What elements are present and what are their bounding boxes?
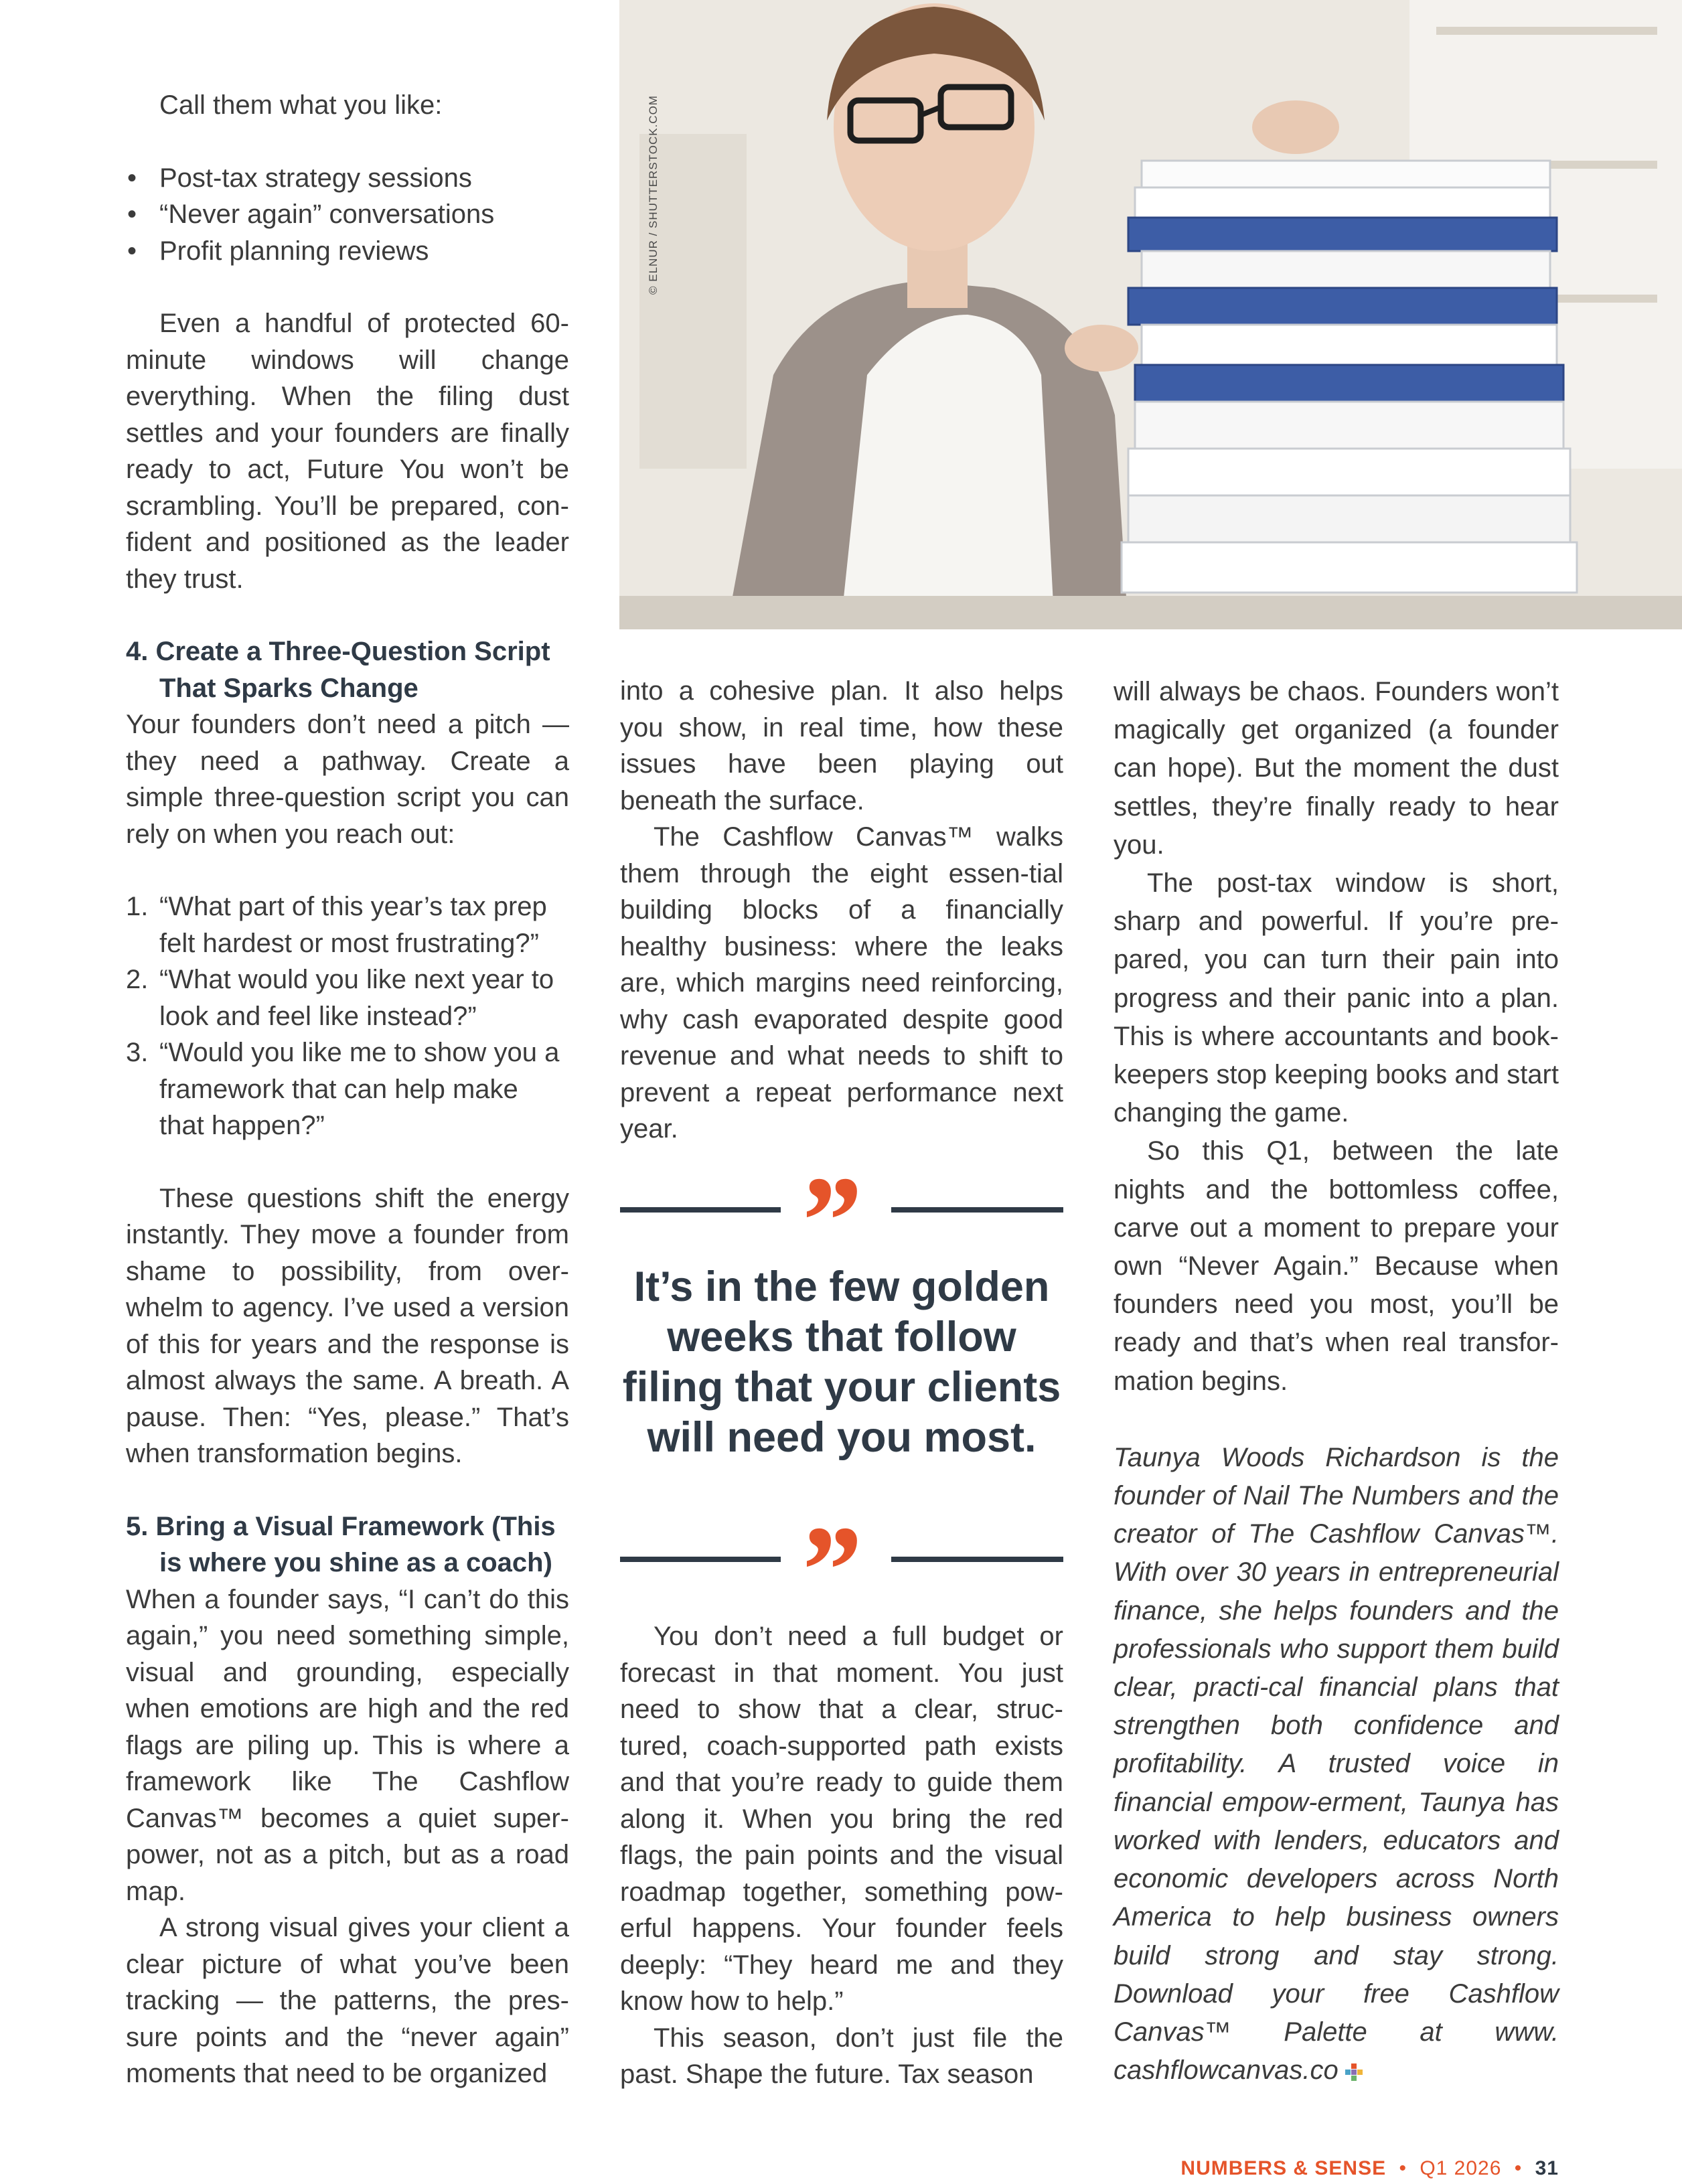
magazine-name: NUMBERS & SENSE	[1180, 2157, 1387, 2179]
body-paragraph: into a cohesive plan. It also helps you show, in real time, how these issues have been playing out beneath the surface.	[620, 676, 1063, 815]
list-text: “Would you like me to show you a framework that can help make that happen?”	[159, 1038, 560, 1140]
body-paragraph: You don’t need a full budget or forecast in that moment. You just need to show that a clear, struc-tured, coach-supported path exists and that you’re ready to guide them along it. When you bring the red flags, the pain points and the visual roadmap together, something pow-erful happens. Your founder feels deeply: “They heard me and they know how to help.”	[620, 1622, 1063, 2016]
list-item: • Post-tax strategy sessions	[126, 160, 569, 197]
body-paragraph: A strong visual gives your client a clear picture of what you’ve been tracking — the patterns, the pres-sure points and the “never again” moments that need to be organized	[126, 1913, 569, 2088]
office-photo-illustration	[619, 0, 1682, 629]
author-bio	[1114, 1439, 1559, 2090]
quote-rule	[620, 1207, 781, 1213]
body-paragraph: Your founders don’t need a pitch — they need a pathway. Create a simple three-question script you can rely on when you reach out:	[126, 710, 569, 849]
quote-mark-icon: ”	[795, 1151, 859, 1292]
section-heading-4: 4. Create a Three-Question Script That Sparks Change	[126, 637, 550, 703]
body-paragraph: These questions shift the energy instantly. They move a founder from shame to possibility, from over-whelm to agency. I’ve used a version of this for years and the response is almost always the same. A breath. A pause. Then: “Yes, please.” That’s when transformation begins.	[126, 1183, 569, 1468]
list-text: “What would you like next year to look and feel like instead?”	[159, 965, 554, 1031]
list-item	[126, 961, 569, 1034]
column-2-continued	[620, 1618, 1063, 2093]
quote-mark-icon: ”	[795, 1500, 859, 1641]
body-paragraph: will always be chaos. Founders won’t magically get organized (a founder can hope). But the moment the dust settles, they’re finally ready to hear you.	[1114, 677, 1559, 860]
intro-paragraph: Call them what you like:	[159, 90, 443, 120]
list-number: 1.	[126, 892, 149, 921]
paper-stack	[1122, 161, 1577, 593]
body-paragraph: So this Q1, between the late nights and the bottomless coffee, carve out a moment to prepare your own “Never Again.” Because when founders need you most, you’ll be ready and that’s when real transfor-mation begins.	[1114, 1136, 1559, 1396]
body-paragraph: The post-tax window is short, sharp and powerful. If you’re pre-pared, you can turn their pain into progress and their panic into a plan. This is where accountants and book-keepers stop keeping books and start changing the game.	[1114, 868, 1559, 1128]
author-bio-text: Taunya Woods Richardson is the founder of Nail The Numbers and the creator of The Cashflow Canvas™. With over 30 years in entrepreneurial finance, she helps founders and the professionals who support them build clear, practi-cal financial plans that strengthen both confidence and profitability. A trusted voice in financial empow-erment, Taunya has worked with lenders, educators and economic developers across North America to help business owners build strong and stay strong. Download your free Cashflow Canvas™ Palette at www. cashflowcanvas.co	[1114, 1442, 1559, 2086]
body-paragraph: When a founder says, “I can’t do this again,” you need something simple, visual and grounding, especially when emotions are high and the red flags are piling up. This is where a framework like The Cashflow Canvas™ becomes a quiet super-power, not as a pitch, but as a road map.	[126, 1584, 569, 1906]
list-item	[126, 1034, 569, 1144]
list-number: 3.	[126, 1038, 149, 1067]
pull-quote-text: It’s in the few golden weeks that follow filing that your clients will need you most.	[622, 1263, 1061, 1461]
column-1	[126, 87, 569, 2092]
quote-rule	[620, 1557, 781, 1562]
list-item: • “Never again” conversations	[126, 196, 569, 233]
canvas-logo-icon	[1345, 2063, 1363, 2081]
list-number: 2.	[126, 965, 149, 994]
column-3	[1114, 673, 1559, 2090]
quote-rule	[891, 1557, 1063, 1562]
page-footer	[1180, 2157, 1559, 2180]
column-2	[620, 673, 1063, 1148]
footer-separator: •	[1514, 2157, 1523, 2179]
body-paragraph: Even a handful of protected 60-minute windows will change everything. When the filing dust settles and your founders are finally ready to act, Future You won’t be scrambling. You’ll be prepared, con-fident and positioned as the leader they trust.	[126, 309, 569, 594]
issue-label: Q1 2026	[1420, 2157, 1502, 2179]
section-heading-5: 5. Bring a Visual Framework (This is where you shine as a coach)	[126, 1511, 556, 1577]
stock-photo	[619, 0, 1682, 629]
quote-rule	[891, 1207, 1063, 1213]
body-paragraph: This season, don’t just file the past. Shape the future. Tax season	[620, 2023, 1063, 2089]
question-list	[126, 888, 569, 1144]
page-number: 31	[1535, 2157, 1559, 2179]
list-text: “What part of this year’s tax prep felt hardest or most frustrating?”	[159, 892, 547, 958]
footer-separator: •	[1399, 2157, 1407, 2179]
bullet-list	[126, 160, 569, 270]
list-item	[126, 888, 569, 961]
photo-credit: © ELNUR / SHUTTERSTOCK.COM	[647, 95, 660, 295]
body-paragraph: The Cashflow Canvas™ walks them through the eight essen-tial building blocks of a financially healthy business: where the leaks are, which margins need reinforcing, why cash evaporated despite good revenue and what needs to shift to prevent a repeat performance next year.	[620, 822, 1063, 1144]
list-item: • Profit planning reviews	[126, 233, 569, 270]
